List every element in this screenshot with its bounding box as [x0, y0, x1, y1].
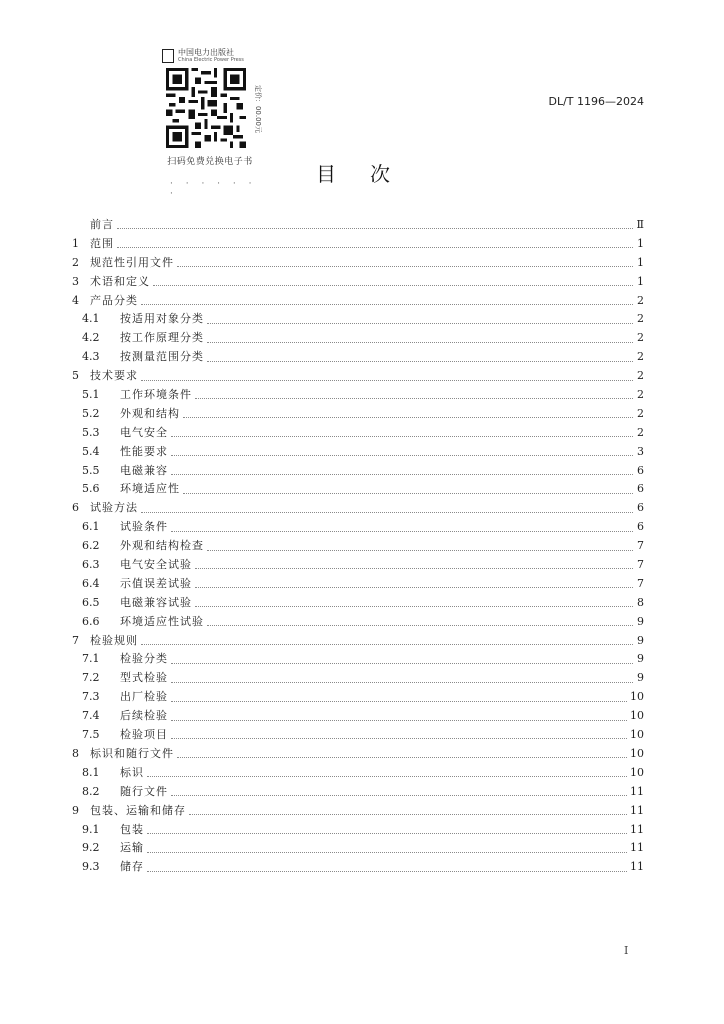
toc-entry-number: 4.2 [82, 331, 100, 345]
toc-entry[interactable] [72, 745, 644, 764]
toc-dot-leader [207, 341, 633, 343]
toc-dot-leader [183, 492, 633, 494]
toc-entry-label: 规范性引用文件 [90, 255, 174, 269]
toc-entry[interactable] [72, 462, 644, 481]
toc-entry-number: 4 [72, 293, 79, 307]
toc-entry-page: Ⅱ [636, 218, 644, 231]
toc-entry-number: 7.2 [82, 671, 100, 685]
toc-entry-label: 检验规则 [90, 633, 138, 647]
toc-entry-page: 10 [630, 765, 644, 779]
toc-dot-leader [177, 265, 633, 267]
toc-entry[interactable] [72, 367, 644, 386]
toc-dot-leader [171, 794, 627, 796]
toc-entry[interactable] [72, 575, 644, 594]
toc-entry[interactable] [72, 443, 644, 462]
toc-entry-number: 6.5 [82, 595, 100, 609]
toc-entry-page: 11 [630, 860, 644, 874]
toc-entry-number: 1 [72, 236, 79, 250]
toc-entry-number: 6.3 [82, 558, 100, 572]
toc-entry[interactable] [72, 594, 644, 613]
toc-dot-leader [207, 549, 633, 551]
toc-entry-label: 包装 [120, 822, 144, 836]
publisher-name-en: China Electric Power Press [178, 57, 244, 63]
toc-entry-label: 前言 [90, 218, 114, 231]
toc-entry-number: 9 [72, 803, 79, 817]
toc-dot-leader [171, 454, 633, 456]
toc-entry-page: 10 [630, 746, 644, 760]
toc-entry-label: 产品分类 [90, 293, 138, 307]
toc-dot-leader [153, 284, 633, 286]
toc-entry-label: 包装、运输和储存 [90, 803, 186, 817]
toc-entry-page: 2 [637, 312, 644, 326]
toc-entry-label: 标识和随行文件 [90, 746, 174, 760]
toc-entry[interactable] [72, 839, 644, 858]
toc-entry-page: 2 [637, 369, 644, 383]
toc-dot-leader [195, 567, 633, 569]
toc-entry-number: 5.1 [82, 388, 100, 402]
toc-entry-number: 5.5 [82, 463, 100, 477]
toc-entry-page: 6 [637, 501, 644, 515]
toc-entry-page: 9 [637, 671, 644, 685]
toc-entry-label: 工作环境条件 [120, 388, 192, 402]
toc-entry-page: 9 [637, 614, 644, 628]
toc-entry-page: 6 [637, 482, 644, 496]
toc-entry[interactable] [72, 707, 644, 726]
toc-entry[interactable] [72, 669, 644, 688]
toc-dot-leader [117, 227, 633, 229]
toc-entry[interactable] [72, 386, 644, 405]
toc-entry-number: 7.4 [82, 709, 100, 723]
toc-entry-page: 1 [637, 236, 644, 250]
toc-entry-number: 4.1 [82, 312, 100, 326]
toc-entry-number: 9.3 [82, 860, 100, 874]
toc-entry-number: 5.2 [82, 406, 100, 420]
toc-entry-label: 技术要求 [90, 369, 138, 383]
page-number: I [624, 944, 629, 957]
toc-dot-leader [207, 322, 633, 324]
toc-entry-number: 7.5 [82, 728, 100, 742]
toc-entry-number: 6 [72, 501, 79, 515]
toc-entry-label: 电磁兼容试验 [120, 595, 192, 609]
toc-dot-leader [117, 246, 633, 248]
toc-entry[interactable] [72, 821, 644, 840]
toc-entry[interactable] [72, 424, 644, 443]
toc-entry-page: 11 [630, 841, 644, 855]
toc-entry-label: 出厂检验 [120, 690, 168, 704]
toc-dot-leader [141, 643, 633, 645]
toc-entry[interactable] [72, 556, 644, 575]
toc-entry-number: 9.2 [82, 841, 100, 855]
toc-entry-label: 环境适应性试验 [120, 614, 204, 628]
toc-dot-leader [147, 870, 627, 872]
toc-entry[interactable] [72, 764, 644, 783]
toc-entry[interactable] [72, 254, 644, 273]
toc-entry-number: 8.2 [82, 784, 100, 798]
toc-entry-page: 11 [630, 784, 644, 798]
toc-entry-label: 随行文件 [120, 784, 168, 798]
toc-entry-label: 按工作原理分类 [120, 331, 204, 345]
toc-dot-leader [147, 851, 627, 853]
toc-entry-page: 10 [630, 728, 644, 742]
toc-dot-leader [147, 775, 627, 777]
toc-dot-leader [141, 303, 633, 305]
toc-dot-leader [207, 360, 633, 362]
toc-dot-leader [189, 813, 627, 815]
toc-entry-label: 外观和结构检查 [120, 539, 204, 553]
toc-dot-leader [141, 379, 633, 381]
toc-dot-leader [195, 605, 633, 607]
toc-entry-number: 6.1 [82, 520, 100, 534]
toc-entry-label: 检验分类 [120, 652, 168, 666]
toc-dot-leader [141, 511, 633, 513]
toc-entry-number: 6.2 [82, 539, 100, 553]
toc-dot-leader [171, 681, 633, 683]
toc-dot-leader [183, 416, 633, 418]
toc-dot-leader [171, 530, 633, 532]
toc-entry-label: 标识 [120, 765, 144, 779]
toc-entry-page: 6 [637, 520, 644, 534]
toc-entry-page: 11 [630, 822, 644, 836]
toc-entry-number: 5 [72, 369, 79, 383]
toc-entry-page: 9 [637, 633, 644, 647]
toc-entry-number: 5.3 [82, 425, 100, 439]
toc-dot-leader [171, 700, 627, 702]
toc-entry-label: 示值误差试验 [120, 576, 192, 590]
toc-dot-leader [207, 624, 633, 626]
toc-entry[interactable] [72, 726, 644, 745]
toc-entry-page: 11 [630, 803, 644, 817]
toc-entry[interactable] [72, 329, 644, 348]
toc-entry-page: 7 [637, 558, 644, 572]
toc-entry[interactable] [72, 518, 644, 537]
toc-entry-page: 1 [637, 255, 644, 269]
toc-entry-page: 10 [630, 690, 644, 704]
toc-entry-page: 7 [637, 539, 644, 553]
toc-entry[interactable] [72, 650, 644, 669]
qr-code-block [156, 48, 264, 199]
qr-dots: · · · · · · · [170, 179, 257, 199]
toc-entry-label: 试验方法 [90, 501, 138, 515]
toc-entry[interactable] [72, 537, 644, 556]
toc-entry-label: 环境适应性 [120, 482, 180, 496]
toc-entry-page: 10 [630, 709, 644, 723]
toc-entry-label: 按测量范围分类 [120, 350, 204, 364]
toc-dot-leader [147, 832, 627, 834]
toc-entry-number: 6.4 [82, 576, 100, 590]
toc-entry[interactable] [72, 632, 644, 651]
toc-entry[interactable] [72, 480, 644, 499]
toc-entry-page: 2 [637, 293, 644, 307]
toc-entry-number: 7 [72, 633, 79, 647]
toc-entry-number: 3 [72, 274, 79, 288]
toc-entry-label: 电磁兼容 [120, 463, 168, 477]
toc-entry-label: 电气安全 [120, 425, 168, 439]
toc-entry-label: 按适用对象分类 [120, 312, 204, 326]
toc-entry-label: 储存 [120, 860, 144, 874]
toc-entry[interactable] [72, 273, 644, 292]
toc-entry-page: 2 [637, 388, 644, 402]
toc-dot-leader [171, 662, 633, 664]
standard-code: DL/T 1196—2024 [548, 95, 644, 108]
toc-entry-label: 术语和定义 [90, 274, 150, 288]
price-text: 定价：00.00元 [254, 84, 262, 134]
toc-entry-page: 2 [637, 425, 644, 439]
toc-entry-number: 5.6 [82, 482, 100, 496]
toc-entry-label: 外观和结构 [120, 406, 180, 420]
toc-entry-page: 2 [637, 331, 644, 345]
toc-entry-label: 电气安全试验 [120, 558, 192, 572]
toc-entry[interactable] [72, 499, 644, 518]
table-of-contents [72, 216, 644, 877]
toc-entry-label: 型式检验 [120, 671, 168, 685]
toc-entry-page: 3 [637, 444, 644, 458]
toc-entry-page: 9 [637, 652, 644, 666]
toc-entry[interactable] [72, 216, 644, 235]
toc-entry-page: 8 [637, 595, 644, 609]
toc-entry-label: 检验项目 [120, 728, 168, 742]
toc-entry[interactable] [72, 858, 644, 877]
toc-dot-leader [171, 719, 627, 721]
toc-entry[interactable] [72, 688, 644, 707]
toc-entry-label: 运输 [120, 841, 144, 855]
toc-entry[interactable] [72, 613, 644, 632]
toc-entry-number: 5.4 [82, 444, 100, 458]
publisher-name: 中国电力出版社 [178, 48, 234, 57]
toc-entry-label: 试验条件 [120, 520, 168, 534]
toc-entry[interactable] [72, 405, 644, 424]
page-title: 目次 [316, 162, 424, 186]
toc-entry[interactable] [72, 783, 644, 802]
toc-entry-number: 7.1 [82, 652, 100, 666]
toc-entry-number: 8 [72, 746, 79, 760]
toc-entry-number: 9.1 [82, 822, 100, 836]
toc-entry[interactable] [72, 292, 644, 311]
toc-dot-leader [171, 435, 633, 437]
toc-entry-label: 性能要求 [120, 444, 168, 458]
qr-caption: 扫码免费兑换电子书 [167, 157, 253, 167]
toc-dot-leader [171, 737, 627, 739]
publisher-logo-icon [162, 49, 174, 63]
toc-entry-number: 2 [72, 255, 79, 269]
toc-entry[interactable] [72, 802, 644, 821]
toc-dot-leader [195, 397, 633, 399]
toc-entry-page: 2 [637, 406, 644, 420]
toc-entry-page: 7 [637, 576, 644, 590]
toc-dot-leader [177, 756, 627, 758]
toc-dot-leader [195, 586, 633, 588]
toc-entry-label: 范围 [90, 236, 114, 250]
toc-entry-number: 6.6 [82, 614, 100, 628]
toc-entry-number: 4.3 [82, 350, 100, 364]
toc-entry[interactable] [72, 310, 644, 329]
qr-code-icon[interactable] [166, 68, 246, 148]
toc-entry-page: 6 [637, 463, 644, 477]
publisher-mark [162, 48, 264, 63]
toc-entry[interactable] [72, 235, 644, 254]
toc-entry-number: 8.1 [82, 765, 100, 779]
toc-entry-page: 2 [637, 350, 644, 364]
toc-entry-label: 后续检验 [120, 709, 168, 723]
toc-entry-number: 7.3 [82, 690, 100, 704]
toc-dot-leader [171, 473, 633, 475]
toc-entry[interactable] [72, 348, 644, 367]
toc-entry-page: 1 [637, 274, 644, 288]
